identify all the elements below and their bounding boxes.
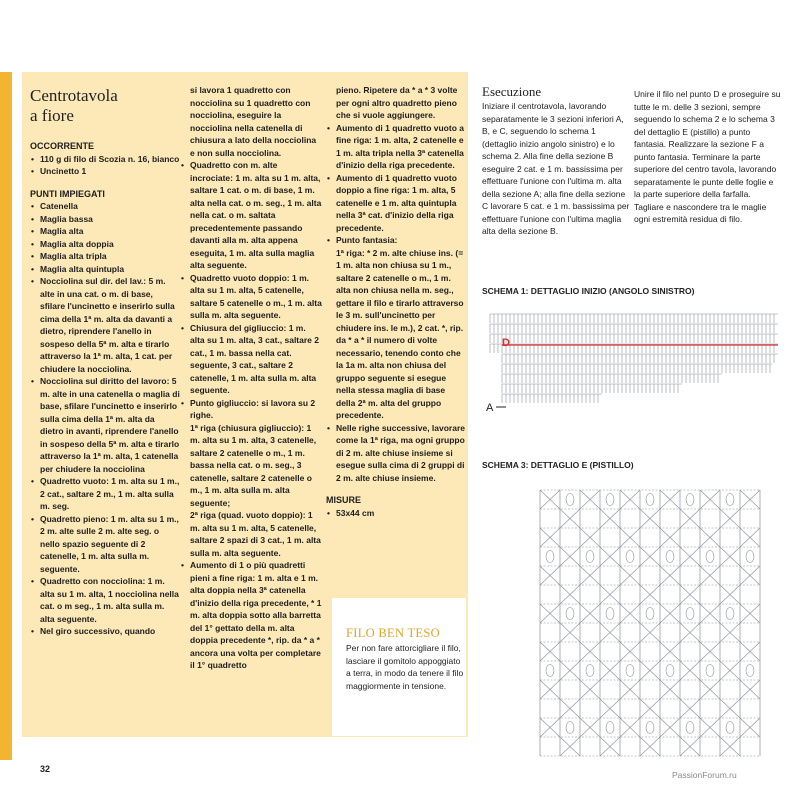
side-accent-bar — [0, 72, 12, 760]
chart-loop — [606, 608, 614, 620]
list-item: • Quadretto con nocciolina: 1 m. alta su 1 m. alta, 1 nocciolina nella cat. o m seg., 1 m. alta sulla m. alta seguente. — [30, 575, 180, 625]
list-item: • Quadretto vuoto doppio: 1 m. alta su 1 m. alta, 5 catenelle, saltare 5 catenelle o m., 1 m. alta sulla m. alta seguente. — [180, 272, 322, 322]
schema-3-title: SCHEMA 3: DETTAGLIO E (PISTILLO) — [482, 460, 634, 470]
chart-loop — [706, 551, 714, 563]
tip-title: FILO BEN TESO — [346, 626, 440, 640]
list-item: • Quadretto pieno: 1 m. alta su 1 m., 2 m. alte sulle 2 m. alte seg. o nello spazio seguente di 2 catenelle, 1 m. alta sulla m. seguente. — [30, 513, 180, 576]
page-title: Centrotavola a fiore — [30, 86, 118, 125]
paragraph: 1ª riga (chiusura gigliuccio): 1 m. alta su 1 m. alta, 3 catenelle, saltare 2 catenelle o m., 1 m. bassa nella cat. o m. seg., 3 catenelle, saltare 2 catenelle o m., 1 m. alta sulla m. alta seguente; — [190, 422, 317, 508]
schema-1-label-d: D — [502, 337, 510, 349]
list-item: • Nelle righe successive, lavorare come la 1ª riga, ma ogni gruppo di 2 m. alte chiuse insieme si esegue sulla cima di 2 gruppi di 2 m. alte chiuse insieme. — [326, 422, 466, 485]
chart-loop — [646, 608, 654, 620]
chart-loop — [586, 551, 594, 563]
schema-1-stitches — [490, 314, 778, 403]
list-item: • Quadretto con m. alte incrociate: 1 m. alta su 1 m. alta, saltare 1 cat. o m. di base, 1 m. alta nella cat. o m. seg., 1 m. alta nella cat. o m. saltata precedentemente passando davanti alla m. alta appena eseguita, 1 m. alta sulla maglia alta seguente. — [180, 159, 322, 272]
paragraph: 1ª riga: * 2 m. alte chiuse ins. (= 1 m. alta non chiusa su 1 m., saltare 2 catenelle o m., 1 m. alta non chiusa nella m. seg., gettare il filo e tirarlo attraverso le 3 m. sull'uncinetto per chiudere ins. le m.), 2 cat. *, rip. da * a * il numero di volte necessario, tenendo conto che la 1a m. alta non chiusa del gruppo seguente si esegue nella stessa maglia di base della 2ª m. alta del gruppo precedente. — [336, 247, 464, 420]
list-item: • Punto gigliuccio: si lavora su 2 righe. — [180, 397, 322, 422]
chart-loop — [546, 665, 554, 677]
list-item: • Aumento di 1 quadretto vuoto doppio a fine riga: 1 m. alta, 5 catenelle e 1 m. alta quintupla nella 3ª cat. d'inizio della riga precedente. — [326, 172, 466, 235]
column-1 — [30, 74, 180, 638]
chart-loop — [646, 722, 654, 734]
chart-loop — [686, 722, 694, 734]
list-item: • Aumento di 1 quadretto vuoto a fine riga: 1 m. alta, 2 catenelle e 1 m. alta tripla nella 3ª catenella d'inizio della riga precedente. — [326, 122, 466, 172]
chart-loop — [606, 494, 614, 506]
chart-loop — [726, 494, 734, 506]
list-item: • Quadretto vuoto: 1 m. alta su 1 m., 2 cat., saltare 2 m., 1 m. alta sulla m. seg. — [30, 475, 180, 513]
punti-list-2b — [180, 559, 322, 672]
paragraph: 2ª riga (quad. vuoto doppio): 1 m. alta su 1 m. alta, 5 catenelle, saltare 2 spazi di 3 cat., 1 m. alta sulla m. alta seguente. — [190, 510, 321, 558]
occorrente-heading: OCCORRENTE — [30, 141, 95, 151]
list-item: • Nocciolina sul dir. del lav.: 5 m. alte in una cat. o m. di base, sfilare l'uncinetto e inserirlo sulla cima della 1ª m. alta da davanti a dietro, riprendere l'anello in sospeso della 5ª m. alta e tirarlo attraverso la 1ª m. alta, 1 cat. per chiudere la nocciolina. — [30, 275, 180, 375]
chart-loop — [566, 494, 574, 506]
misure-list — [326, 507, 466, 520]
list-item: • Punto fantasia: — [326, 234, 466, 247]
paragraph: si lavora 1 quadretto con nocciolina su 1 quadretto con nocciolina, eseguire la nocciolina nella catenella di chiusura a lato della nocciolina e non sulla nocciolina. — [190, 85, 317, 158]
chart-loop — [746, 665, 754, 677]
column-2 — [180, 84, 322, 672]
chart-loop — [746, 551, 754, 563]
tip-text: Per non fare attorcigliare il filo, lasciare il gomitolo appoggiato a terra, in modo da tenere il filo maggiormente in tensione. — [346, 643, 464, 691]
esecuzione-text-1: Iniziare il centrotavola, lavorando separatamente le 3 sezioni inferiori A, B, e C, seguendo lo schema 1 (dettaglio inizio angolo sinistro) e lo schema 2. Alla fine della sezione B eseguire 2 cat. e 1 m. bassissima per effettuare l'unione con l'ultima m. alta della sezione A; alla fine della sezione C lavorare 5 cat. e 1 m. bassissima per effettuare l'unione con l'ultima maglia alta della sezione B. — [482, 101, 630, 236]
tip-box — [332, 598, 466, 736]
list-item: • 110 g di filo di Scozia n. 16, bianco — [30, 153, 180, 166]
chart-loop — [626, 551, 634, 563]
chart-loop — [686, 608, 694, 620]
list-item: • Chiusura del gigliuccio: 1 m. alta su 1 m. alta, 3 cat., saltare 2 cat., 1 m. bassa nella cat. seguente, 3 cat., saltare 2 catenelle, 1 m. alta sulla m. alta seguente. — [180, 322, 322, 397]
list-item: • Maglia alta tripla — [30, 250, 180, 263]
schema-1-chart — [482, 304, 782, 416]
punti-list-2 — [180, 159, 322, 422]
column-3 — [326, 84, 466, 519]
misure-heading: MISURE — [326, 495, 362, 505]
schema-1-label-a: A — [486, 402, 494, 414]
chart-loop — [726, 608, 734, 620]
chart-loop — [686, 494, 694, 506]
punti-list-3 — [326, 122, 466, 247]
list-item: • Nel giro successivo, quando — [30, 625, 180, 638]
chart-loop — [546, 551, 554, 563]
list-item: • Maglia alta quintupla — [30, 263, 180, 276]
chart-loop — [586, 665, 594, 677]
chart-loop — [646, 494, 654, 506]
list-item: • Uncinetto 1 — [30, 165, 180, 178]
list-item: • 53x44 cm — [326, 507, 466, 520]
chart-loop — [566, 722, 574, 734]
watermark: PassionForum.ru — [672, 770, 737, 780]
chart-loop — [726, 722, 734, 734]
punti-list-3b — [326, 422, 466, 485]
schema-3-chart — [534, 486, 766, 766]
list-item: • Aumento di 1 o più quadretti pieni a fine riga: 1 m. alta e 1 m. alta doppia nella 3ª catenella d'inizio della riga precedente, * 1 m. alta doppia sotto alla barretta del 1° gettato della m. alta doppia precedente *, rip. da * a * ancora una volta per completare il 1° quadretto — [180, 559, 322, 672]
list-item: • Maglia alta doppia — [30, 238, 180, 251]
chart-loop — [626, 665, 634, 677]
list-item: • Catenella — [30, 200, 180, 213]
section-title-esecuzione: Esecuzione — [482, 84, 542, 99]
paragraph: pieno. Ripetere da * a * 3 volte per ogni altro quadretto pieno che si vuole aggiungere. — [336, 85, 458, 120]
chart-loop — [566, 608, 574, 620]
chart-loop — [706, 665, 714, 677]
chart-loop — [666, 665, 674, 677]
chart-loop — [606, 722, 614, 734]
schema-3-stitches — [540, 490, 760, 756]
chart-loop — [666, 551, 674, 563]
list-item: • Nocciolina sul diritto del lavoro: 5 m. alte in una catenella o maglia di base, sfilare l'uncinetto e inserirlo sulla cima della 1ª m. alta da dietro in avanti, riprendere l'anello in sospeso della 5ª m. alta e tirarlo attraverso la 1ª m. alta, 1 catenella per chiudere la nocciolina — [30, 375, 180, 475]
occorrente-list — [30, 153, 180, 178]
page-number: 32 — [40, 764, 51, 774]
list-item: • Maglia bassa — [30, 213, 180, 226]
schema-1-title: SCHEMA 1: DETTAGLIO INIZIO (ANGOLO SINISTRO) — [482, 286, 695, 296]
punti-list — [30, 200, 180, 638]
punti-heading: PUNTI IMPIEGATI — [30, 188, 105, 199]
list-item: • Maglia alta — [30, 225, 180, 238]
esecuzione-text-2: Unire il filo nel punto D e proseguire su tutte le m. delle 3 sezioni, sempre seguendo lo schema 2 e lo schema 3 del dettaglio E (pistillo) a punto fantasia. Realizzare la sezione F a punto fantasia. Terminare la parte superiore del centro tavola, lavorando separatamente le punte delle foglie e la parte superiore della farfalla. Tagliare e nascondere tra le maglie ogni estremità residua di filo. — [634, 89, 781, 224]
